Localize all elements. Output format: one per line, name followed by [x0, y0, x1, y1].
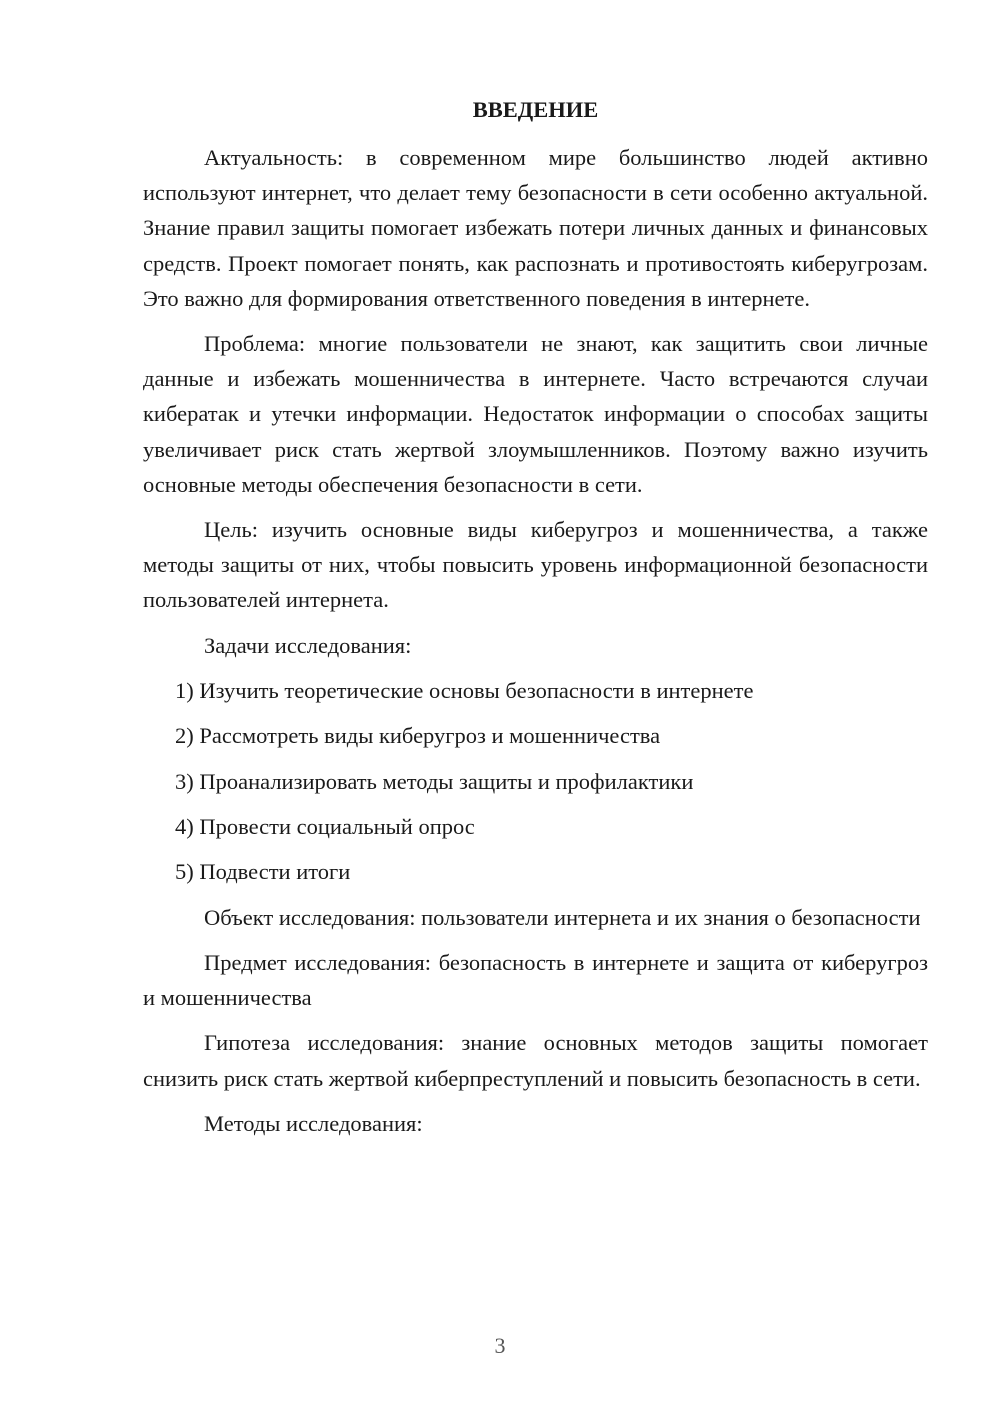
goal-paragraph: Цель: изучить основные виды киберугроз и мошенничества, а также методы защиты от них, чтобы повысить уровень информационной безопасности пользователей интернета.: [143, 517, 928, 613]
section-title: ВВЕДЕНИЕ: [472, 97, 599, 122]
list-item: 4) Провести социальный опрос: [175, 814, 475, 840]
relevance-paragraph: Актуальность: в современном мире большинство людей активно используют интернет, что делает тему безопасности в сети особенно актуальной. Знание правил защиты помогает избежать потери личных данных и финансовых средств. Проект помогает понять, как распознать и противостоять киберугрозам. Это важно для формирования ответственного поведения в интернете.: [143, 145, 928, 311]
list-item: 2) Рассмотреть виды киберугроз и мошенничества: [175, 723, 661, 749]
subject-paragraph: Предмет исследования: безопасность в интернете и защита от киберугроз и мошенничества: [143, 950, 928, 1011]
document-page: [143, 92, 928, 1151]
object-paragraph: Объект исследования: пользователи интернета и их знания о безопасности: [204, 904, 921, 930]
problem-paragraph: Проблема: многие пользователи не знают, как защитить свои личные данные и избежать мошенничества в интернете. Часто встречаются случаи кибератак и утечки информации. Недостаток информации о способах защиты увеличивает риск стать жертвой злоумышленников. Поэтому важно изучить основные методы обеспечения безопасности в сети.: [143, 331, 928, 497]
page-number: 3: [494, 1333, 506, 1358]
hypothesis-paragraph: Гипотеза исследования: знание основных методов защиты помогает снизить риск стать жертвой киберпреступлений и повысить безопасность в сети.: [143, 1030, 928, 1091]
methods-label: Методы исследования:: [204, 1110, 423, 1136]
list-item: 3) Проанализировать методы защиты и профилактики: [175, 768, 694, 794]
list-item: 5) Подвести итоги: [175, 859, 351, 885]
list-item: 1) Изучить теоретические основы безопасности в интернете: [175, 677, 754, 703]
tasks-list: [143, 673, 928, 890]
tasks-label: Задачи исследования:: [204, 632, 412, 658]
